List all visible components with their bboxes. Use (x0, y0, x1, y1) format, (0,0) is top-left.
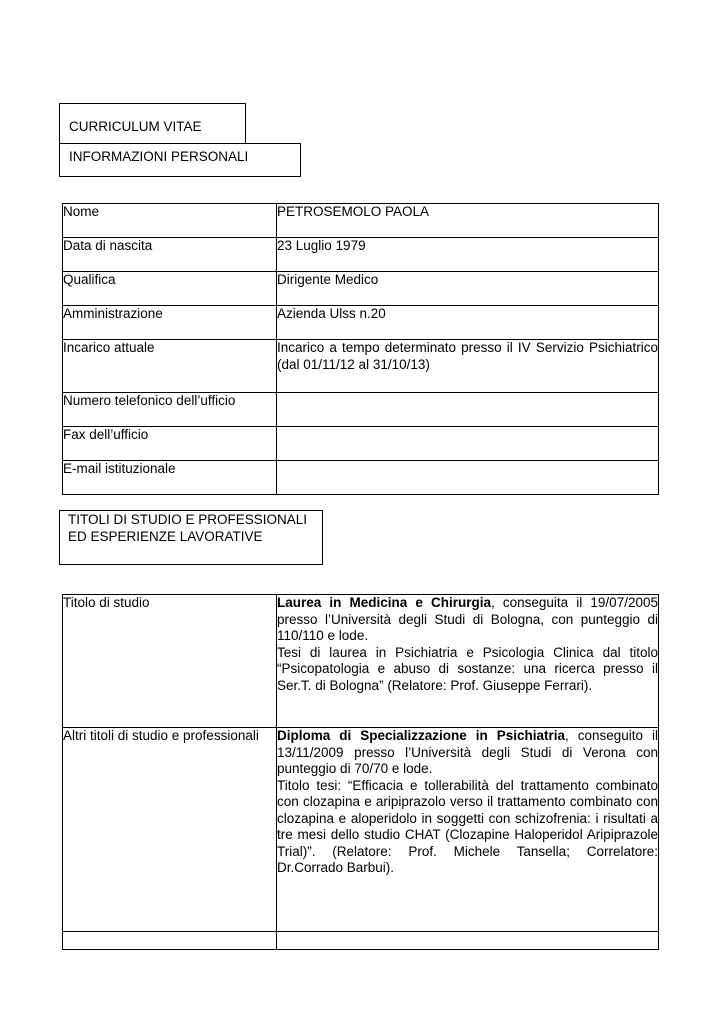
institutional-email-label: E-mail istituzionale (63, 461, 277, 495)
personal-info-table (62, 203, 659, 495)
institutional-email-value (277, 461, 659, 495)
qualification-value: Dirigente Medico (277, 272, 659, 306)
table-row (63, 932, 659, 950)
administration-value: Azienda Ulss n.20 (277, 306, 659, 340)
office-phone-label: Numero telefonico dell’ufficio (63, 393, 277, 427)
table-row (63, 204, 659, 238)
administration-label: Amministrazione (63, 306, 277, 340)
table-row (63, 393, 659, 427)
section-titles-box (59, 510, 323, 565)
cv-title-box (59, 103, 246, 144)
cv-title: CURRICULUM VITAE (69, 119, 202, 134)
degree-label: Titolo di studio (63, 595, 277, 728)
name-label: Nome (63, 204, 277, 238)
other-titles-value (277, 728, 659, 932)
office-phone-value (277, 393, 659, 427)
table-row (63, 595, 659, 728)
birthdate-value: 23 Luglio 1979 (277, 238, 659, 272)
office-fax-label: Fax dell’ufficio (63, 427, 277, 461)
section-titles-title: TITOLI DI STUDIO E PROFESSIONALI ED ESPERIENZE LAVORATIVE (68, 512, 308, 544)
specialization-name: Diploma di Specializzazione in Psichiatria (277, 728, 565, 743)
qualification-label: Qualifica (63, 272, 277, 306)
table-row (63, 272, 659, 306)
empty-cell (277, 932, 659, 950)
other-titles-label: Altri titoli di studio e professionali (63, 728, 277, 932)
degree-name: Laurea in Medicina e Chirurgia (277, 595, 492, 610)
specialization-thesis: Titolo tesi: “Efficacia e tollerabilità del trattamento combinato con clozapina e aripiprazolo verso il trattamento combinato con clozapina e aloperidolo in soggetti con schizofrenia: i risultati a tre mesi dello studio CHAT (Clozapine Haloperidol Aripiprazole Trial)”. (Relatore: Prof. Michele Tansella; Correlatore: Dr.Corrado Barbui). (277, 777, 658, 875)
degree-thesis: Tesi di laurea in Psichiatria e Psicologia Clinica dal titolo “Psicopatologia e abuso di sostanze: una ricerca presso il Ser.T. di Bologna” (Relatore: Prof. Giuseppe Ferrari). (277, 644, 658, 693)
table-row (63, 728, 659, 932)
empty-cell (63, 932, 277, 950)
degree-details: , conseguita il 19/07/2005 presso l’Università degli Studi di Bologna, con punteggio di 110/110 e lode. (277, 595, 658, 643)
section-personal-box (59, 143, 301, 177)
specialization-details: , conseguito il 13/11/2009 presso l’Università degli Studi di Verona con punteggio di 70/70 e lode. (277, 728, 658, 776)
current-role-value: Incarico a tempo determinato presso il IV Servizio Psichiatrico (dal 01/11/12 al 31/10/13) (277, 340, 659, 393)
table-row (63, 340, 659, 393)
table-row (63, 306, 659, 340)
table-row (63, 461, 659, 495)
degree-value (277, 595, 659, 728)
studies-table (62, 594, 659, 950)
office-fax-value (277, 427, 659, 461)
name-value: PETROSEMOLO PAOLA (277, 204, 659, 238)
current-role-label: Incarico attuale (63, 340, 277, 393)
table-row (63, 238, 659, 272)
table-row (63, 427, 659, 461)
birthdate-label: Data di nascita (63, 238, 277, 272)
section-personal-title: INFORMAZIONI PERSONALI (69, 149, 249, 164)
